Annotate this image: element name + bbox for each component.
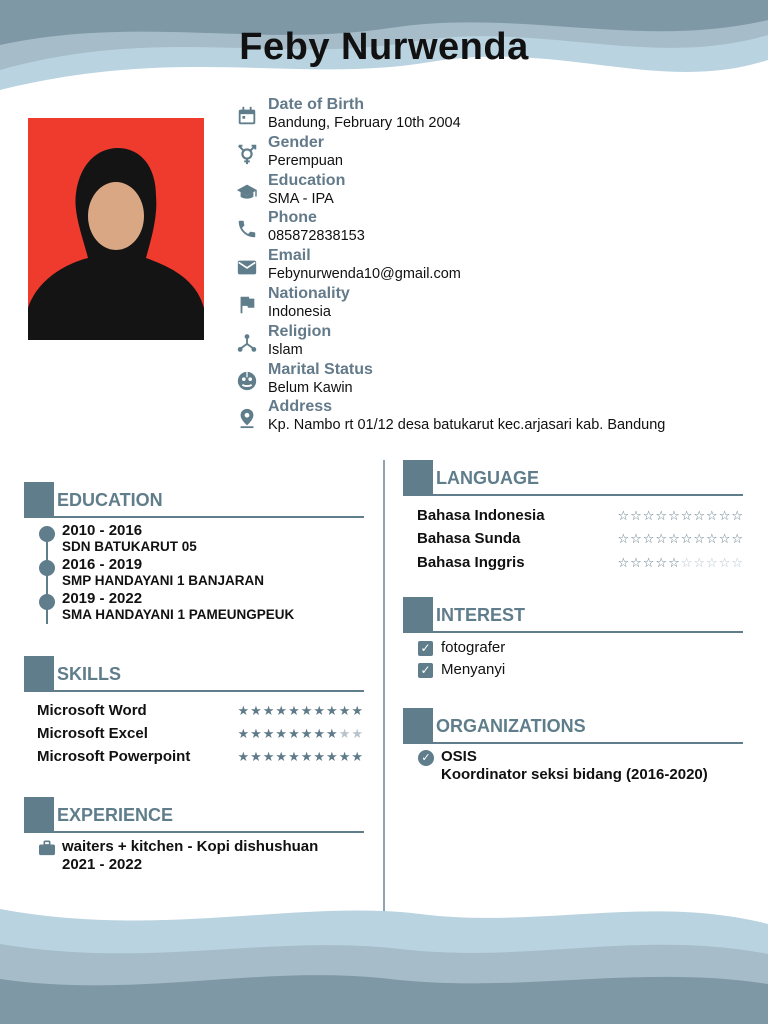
heading-rule — [24, 690, 364, 692]
star-icon: ★ — [275, 726, 289, 741]
education-years: 2010 - 2016 — [62, 522, 143, 539]
info-phone — [236, 209, 756, 247]
mail-icon — [236, 256, 258, 278]
education-title: EDUCATION — [57, 490, 163, 510]
heading-rule — [403, 742, 743, 744]
checkbox-icon: ✓ — [418, 641, 433, 656]
organization-item — [418, 748, 748, 784]
star-icon: ☆ — [668, 531, 681, 546]
star-icon: ☆ — [718, 531, 732, 546]
star-icon: ☆ — [706, 531, 719, 546]
star-icon: ☆ — [706, 508, 719, 523]
star-icon: ☆ — [617, 531, 631, 546]
star-icon: ★ — [351, 726, 364, 741]
star-icon: ★ — [275, 749, 289, 764]
star-icon: ☆ — [630, 508, 643, 523]
star-icon: ☆ — [731, 508, 744, 523]
star-icon: ☆ — [680, 531, 694, 546]
star-icon: ★ — [313, 703, 327, 718]
info-value: Indonesia — [268, 303, 331, 320]
heading-block — [403, 597, 433, 631]
skill-rating — [237, 749, 364, 765]
star-icon: ☆ — [693, 508, 707, 523]
location-pin-icon — [236, 407, 258, 429]
star-icon: ☆ — [668, 555, 681, 570]
star-icon: ☆ — [630, 531, 643, 546]
info-label: Gender — [268, 133, 325, 151]
star-icon: ☆ — [668, 508, 681, 523]
star-icon: ★ — [326, 703, 339, 718]
interest-heading — [403, 597, 743, 633]
star-icon: ★ — [288, 703, 301, 718]
star-icon: ★ — [313, 726, 327, 741]
info-education — [236, 172, 756, 210]
info-value: 085872838153 — [268, 228, 365, 245]
education-school: SDN BATUKARUT 05 — [62, 539, 197, 554]
star-icon: ★ — [300, 749, 314, 764]
timeline-dot — [39, 560, 55, 576]
language-name: Bahasa Sunda — [417, 530, 521, 547]
experience-heading — [24, 797, 364, 833]
star-icon: ☆ — [617, 555, 631, 570]
star-icon: ☆ — [642, 531, 656, 546]
education-item — [38, 590, 368, 624]
star-icon: ★ — [300, 703, 314, 718]
star-icon: ☆ — [655, 555, 669, 570]
education-item — [38, 556, 368, 590]
skill-rating — [237, 726, 364, 742]
language-row — [417, 554, 744, 576]
skill-row — [37, 702, 364, 724]
star-icon: ★ — [237, 749, 251, 764]
graduation-cap-icon — [236, 181, 258, 203]
info-label: Date of Birth — [268, 96, 364, 113]
education-timeline — [38, 522, 368, 624]
bottom-wave-decoration — [0, 894, 768, 1024]
star-icon: ☆ — [617, 508, 631, 523]
info-label: Phone — [268, 209, 317, 227]
star-icon: ☆ — [680, 555, 694, 570]
language-heading — [403, 460, 743, 496]
info-label: Education — [268, 171, 346, 189]
timeline-dot — [39, 526, 55, 542]
education-heading — [24, 482, 364, 518]
star-icon: ★ — [262, 726, 276, 741]
education-school: SMP HANDAYANI 1 BANJARAN — [62, 573, 265, 588]
skill-rating — [237, 703, 364, 719]
interest-item — [418, 639, 718, 661]
star-icon: ☆ — [680, 508, 694, 523]
info-label: Religion — [268, 322, 332, 340]
status-icon — [236, 370, 258, 392]
star-icon: ★ — [288, 726, 301, 741]
experience-item — [38, 838, 368, 874]
star-icon: ☆ — [642, 508, 656, 523]
info-label: Marital Status — [268, 360, 373, 378]
experience-role: waiters + kitchen - Kopi dishushuan — [62, 838, 319, 855]
info-value: Bandung, February 10th 2004 — [268, 115, 461, 131]
star-icon: ★ — [351, 703, 364, 718]
organizations-heading — [403, 708, 743, 744]
star-icon: ★ — [338, 703, 352, 718]
star-icon: ☆ — [718, 555, 732, 570]
skills-heading — [24, 656, 364, 692]
info-value: Febynurwenda10@gmail.com — [268, 266, 461, 283]
info-marital-status — [236, 361, 756, 399]
info-label: Nationality — [268, 284, 350, 302]
info-label: Address — [268, 398, 333, 416]
star-icon: ☆ — [655, 531, 669, 546]
info-date-of-birth — [236, 96, 756, 134]
info-religion — [236, 323, 756, 361]
star-icon: ★ — [288, 749, 301, 764]
heading-block — [403, 460, 433, 494]
star-icon: ★ — [338, 726, 352, 741]
timeline-dot — [39, 594, 55, 610]
language-row — [417, 530, 744, 552]
star-icon: ☆ — [706, 555, 719, 570]
star-icon: ★ — [338, 749, 352, 764]
heading-block — [24, 482, 54, 516]
skill-row — [37, 748, 364, 770]
info-value: Kp. Nambo rt 01/12 desa batukarut kec.arjasari kab. Bandung — [268, 417, 666, 434]
info-value: Islam — [268, 341, 303, 358]
organizations-title: ORGANIZATIONS — [436, 716, 586, 736]
info-value: Belum Kawin — [268, 379, 353, 396]
language-name: Bahasa Indonesia — [417, 507, 545, 524]
heading-block — [24, 797, 54, 831]
experience-title: EXPERIENCE — [57, 805, 174, 825]
language-rating — [617, 531, 744, 547]
star-icon: ☆ — [731, 555, 744, 570]
star-icon: ★ — [275, 703, 289, 718]
network-icon — [236, 332, 258, 354]
star-icon: ★ — [262, 749, 276, 764]
star-icon: ★ — [326, 726, 339, 741]
heading-block — [403, 708, 433, 742]
language-rating — [617, 508, 744, 524]
info-gender — [236, 134, 756, 172]
interest-text: Menyanyi — [441, 661, 506, 678]
flag-icon — [236, 294, 258, 316]
info-address — [236, 398, 756, 436]
calendar-icon — [236, 105, 258, 127]
language-name: Bahasa Inggris — [417, 554, 525, 571]
column-divider — [383, 460, 385, 912]
star-icon: ★ — [237, 726, 251, 741]
briefcase-icon — [38, 840, 56, 856]
skill-name: Microsoft Excel — [37, 725, 148, 742]
star-icon: ★ — [351, 749, 364, 764]
interest-text: fotografer — [441, 639, 506, 656]
star-icon: ★ — [326, 749, 339, 764]
star-icon: ★ — [237, 703, 251, 718]
skills-title: SKILLS — [57, 664, 122, 684]
star-icon: ☆ — [718, 508, 732, 523]
interest-item — [418, 661, 718, 683]
star-icon: ★ — [300, 726, 314, 741]
info-nationality — [236, 285, 756, 323]
experience-years: 2021 - 2022 — [62, 856, 143, 873]
info-value: SMA - IPA — [268, 190, 334, 207]
star-icon: ☆ — [642, 555, 656, 570]
info-value: Perempuan — [268, 152, 343, 169]
organization-role: Koordinator seksi bidang (2016-2020) — [441, 766, 708, 783]
gender-icon — [236, 143, 258, 165]
interest-title: INTEREST — [436, 605, 526, 625]
heading-rule — [403, 631, 743, 633]
star-icon: ☆ — [630, 555, 643, 570]
star-icon: ★ — [262, 703, 276, 718]
star-icon: ☆ — [693, 531, 707, 546]
profile-photo — [28, 118, 204, 340]
star-icon: ☆ — [693, 555, 707, 570]
skill-name: Microsoft Powerpoint — [37, 748, 191, 765]
heading-block — [24, 656, 54, 690]
education-years: 2016 - 2019 — [62, 556, 143, 573]
skill-row — [37, 725, 364, 747]
education-years: 2019 - 2022 — [62, 590, 143, 607]
star-icon: ☆ — [655, 508, 669, 523]
education-item — [38, 522, 368, 556]
star-icon: ★ — [313, 749, 327, 764]
language-title: LANGUAGE — [436, 468, 539, 488]
resume-name: Feby Nurwenda — [239, 26, 529, 68]
heading-rule — [24, 831, 364, 833]
language-row — [417, 507, 744, 529]
info-email — [236, 247, 756, 285]
organization-name: OSIS — [441, 748, 477, 765]
language-rating — [617, 555, 744, 571]
info-label: Email — [268, 247, 311, 265]
personal-info — [236, 96, 756, 436]
star-icon: ★ — [250, 726, 263, 741]
heading-rule — [24, 516, 364, 518]
star-icon: ★ — [250, 749, 263, 764]
star-icon: ☆ — [731, 531, 744, 546]
check-circle-icon: ✓ — [418, 750, 434, 766]
heading-rule — [403, 494, 743, 496]
checkbox-icon: ✓ — [418, 663, 433, 678]
star-icon: ★ — [250, 703, 263, 718]
skill-name: Microsoft Word — [37, 702, 147, 719]
education-school: SMA HANDAYANI 1 PAMEUNGPEUK — [62, 607, 295, 622]
phone-icon — [236, 218, 258, 240]
